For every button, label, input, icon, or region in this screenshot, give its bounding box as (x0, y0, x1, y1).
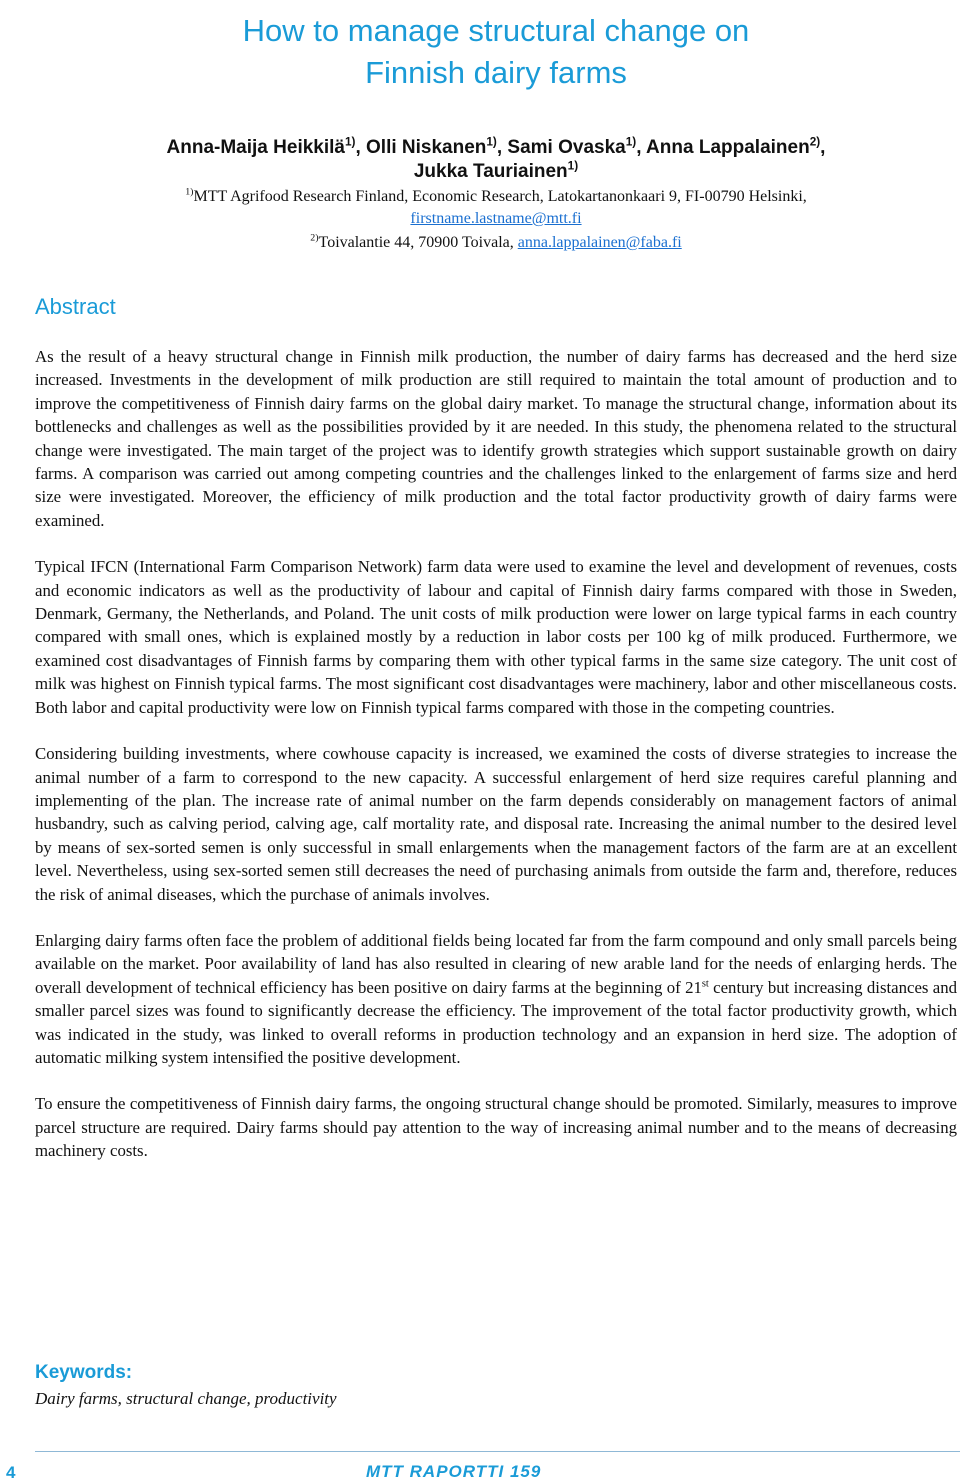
ordinal-suffix: st (701, 978, 709, 990)
author-name: Anna-Maija Heikkilä (166, 137, 345, 158)
page-number: 4 (6, 1463, 16, 1482)
author-line-1 (0, 136, 960, 160)
author-line-2 (0, 160, 960, 184)
author-list (0, 136, 960, 184)
abstract-paragraph-5: To ensure the competitiveness of Finnish dairy farms, the ongoing structural change should be promoted. Similarly, measures to improve parcel structure are required. Dairy farms should pay attention to the way of increasing animal number and to the means of decreasing machinery costs. (35, 1094, 957, 1161)
author-name: Jukka Tauriainen (413, 161, 568, 182)
abstract-paragraph-1: As the result of a heavy structural change in Finnish milk production, the number of dairy farms has decreased and the herd size increased. Investments in the development of milk production are still required to maintain the total amount of production and to improve the competitiveness of Finnish dairy farms on the global dairy market. To manage the structural change, information about its bottlenecks and challenges as well as the possibilities provided by it are needed. In this study, the phenomena related to the structural change were investigated. The main target of the project was to identify growth strategies which support sustainable growth on dairy farms. A comparison was carried out among competing countries and the challenges linked to the enlargement of farms size and herd size were investigated. Moreover, the efficiency of milk production and the total factor productivity growth of dairy farms were examined. (35, 347, 957, 530)
affiliation-mark: 2) (310, 232, 319, 244)
author-name: , Sami Ovaska (496, 137, 626, 158)
affiliation-mark: 1) (185, 186, 194, 198)
affiliation-email-link[interactable]: firstname.lastname@mtt.fi (410, 210, 582, 227)
title-line-1: How to manage structural change on (242, 13, 750, 48)
affiliation-1 (0, 186, 960, 230)
author-affiliation-mark: 1) (625, 135, 637, 149)
author-affiliation-mark: 1) (486, 135, 497, 149)
author-name: , Olli Niskanen (355, 137, 487, 158)
keywords-heading: Keywords: (35, 1362, 133, 1383)
author-name: , Anna Lappalainen (636, 137, 810, 158)
abstract-paragraph-3: Considering building investments, where cowhouse capacity is increased, we examined the costs of diverse strategies to increase the animal number of a farm to correspond to the new capacity. A successful enlargement of herd size requires careful planning and implementing of the plan. The increase rate of animal number on the farm depends considerably on management factors of animal husbandry, such as calving period, calving age, calf mortality rate, and disposal rate. Increasing the animal number to the desired level by means of sex-sorted semen is only successful in small enlargements when the management factors of the farm are at an excellent level. Nevertheless, using sex-sorted semen still decreases the need of purchasing animals from outside the farm and, therefore, reduces the risk of animal diseases, which the purchase of animals involves. (35, 744, 957, 904)
footer-divider (35, 1451, 960, 1452)
paragraph-text: century but increasing distances and smaller parcel sizes was found to significantly decrease the efficiency. The improvement of the total factor productivity growth, which was indicated in the study, was linked to overall reforms in production technology and an expansion in herd size. The adoption of automatic milking system intensified the positive development. (35, 977, 957, 1067)
paper-title (0, 10, 960, 94)
keywords-text: Dairy farms, structural change, productivity (35, 1389, 337, 1408)
affiliation-text: Toivalantie 44, 70900 Toivala, (318, 234, 518, 251)
author-affiliation-mark: 1) (567, 159, 579, 173)
author-affiliation-mark: 2) (809, 135, 821, 149)
abstract-paragraph-2: Typical IFCN (International Farm Comparison Network) farm data were used to examine the level and development of revenues, costs and economic indicators as well as the productivity of labour and capital of Finnish dairy farms compared with those in Sweden, Denmark, Germany, the Netherlands, and Poland. The unit costs of milk production were lower on large typical farms in each country compared with small ones, which is explained mostly by a reduction in labor costs per 100 kg of milk produced. Furthermore, we examined cost disadvantages of Finnish farms by comparing them with other typical farms in the same size category. The unit cost of milk was highest on Finnish typical farms. The most significant cost disadvantages were machinery, labor and other miscellaneous costs. Both labor and capital productivity were low on Finnish typical farms compared with those in the competing countries. (35, 557, 957, 717)
journal-name: MTT RAPORTTI 159 (366, 1462, 542, 1481)
author-separator: , (820, 137, 826, 158)
affiliation-text: MTT Agrifood Research Finland, Economic Research, Latokartanonkaari 9, FI-00790 Helsinki, (193, 188, 807, 205)
paragraph-text: Enlarging dairy farms often face the problem of additional fields being located far from the farm compound and only small parcels being available on the market. Poor availability of land has also resulted in clearing of new arable land for the needs of enlarging herds. The overall development of technical efficiency has been positive on dairy farms at the beginning of 21 (35, 930, 957, 997)
abstract-heading: Abstract (35, 294, 116, 319)
affiliation-email-link[interactable]: anna.lappalainen@faba.fi (517, 234, 682, 251)
abstract-paragraph-4 (35, 929, 957, 1069)
title-line-2: Finnish dairy farms (365, 55, 627, 90)
affiliation-2 (0, 232, 960, 254)
abstract-body (35, 345, 957, 1186)
author-affiliation-mark: 1) (344, 135, 356, 149)
